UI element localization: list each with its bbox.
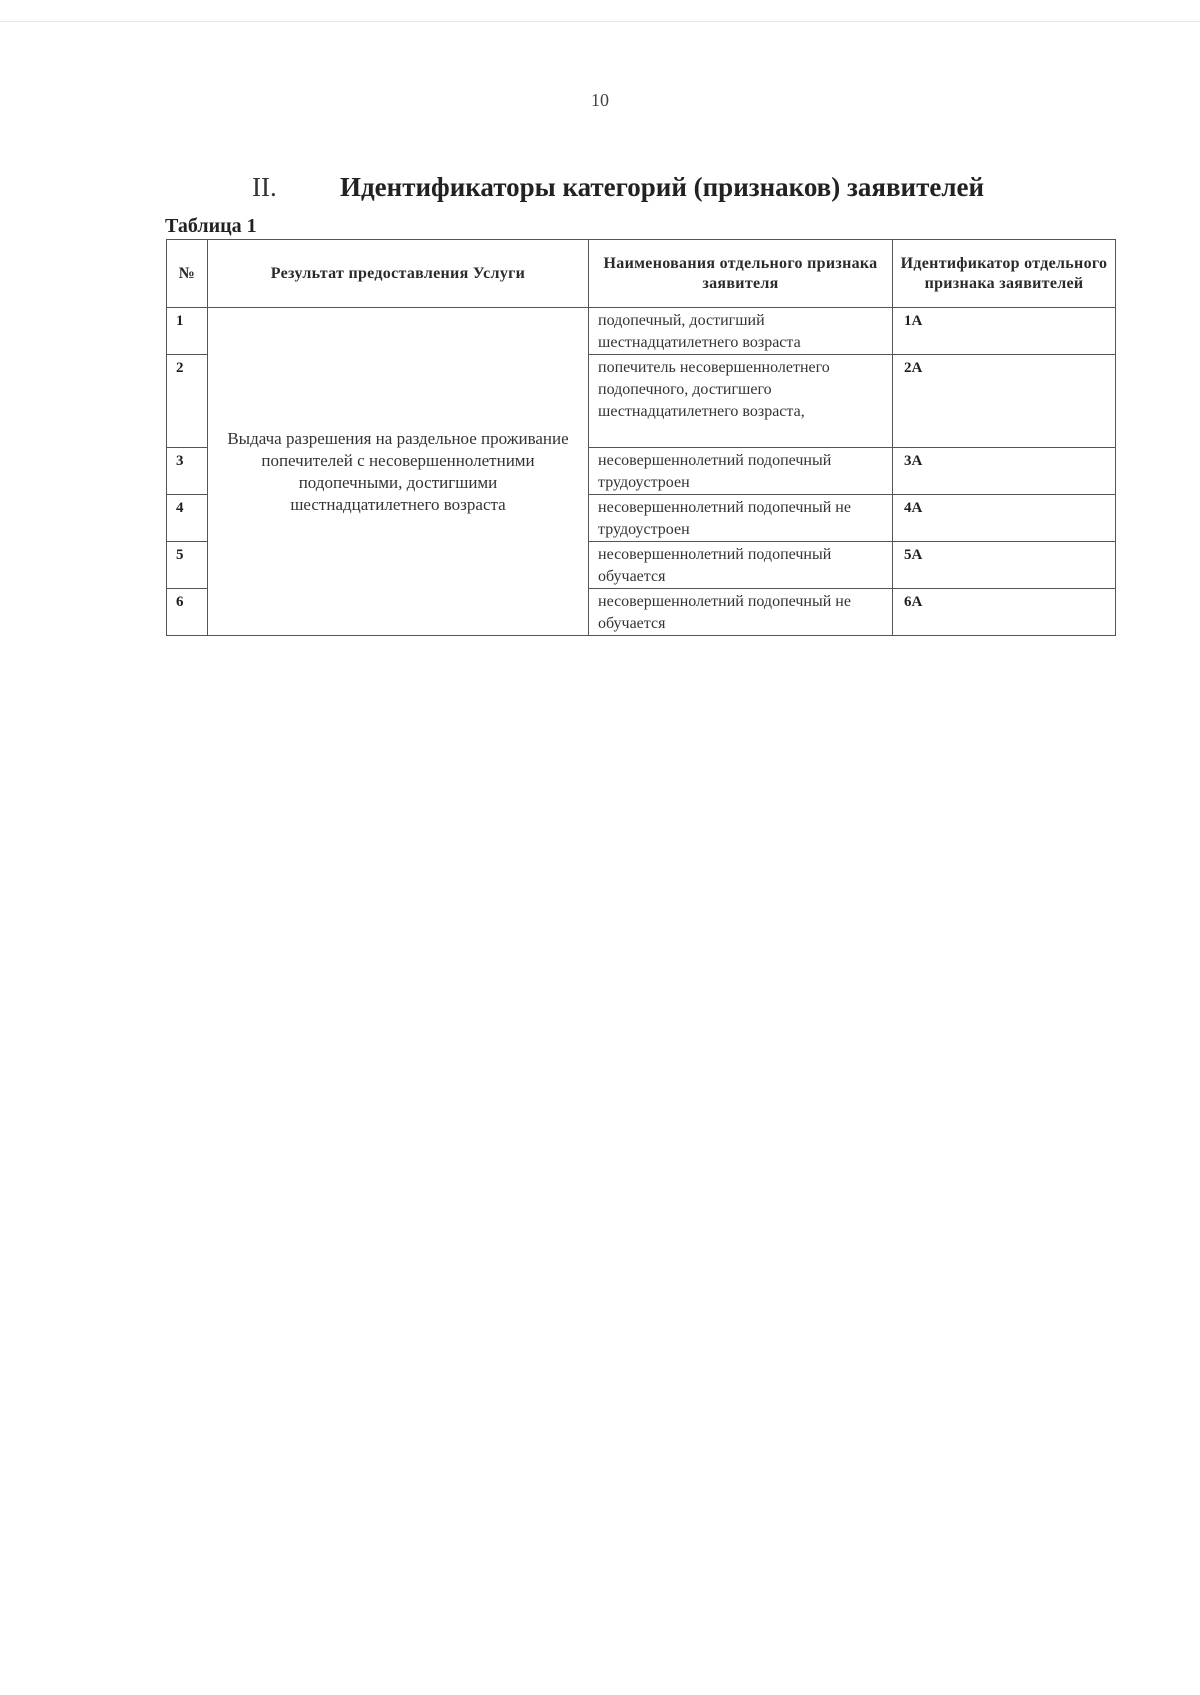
row-number: 5: [167, 542, 208, 589]
identifier-cell: 2А: [893, 355, 1116, 448]
identifier-cell: 6А: [893, 589, 1116, 636]
table-row: [167, 308, 1116, 355]
identifiers-table: [166, 239, 1116, 636]
service-result-cell: Выдача разрешения на раздельное проживание попечителей с несовершеннолетними подопечными, достигшими шестнадцатилетнего возраста: [208, 308, 589, 636]
identifiers-table-container: [166, 239, 1116, 636]
row-number: 3: [167, 448, 208, 495]
table-caption: Таблица 1: [165, 215, 257, 237]
header-num: №: [167, 240, 208, 308]
section-title: Идентификаторы категорий (признаков) заявителей: [340, 172, 985, 202]
identifier-cell: 5А: [893, 542, 1116, 589]
feature-cell: несовершеннолетний подопечный не обучается: [589, 589, 893, 636]
scan-edge-line: [0, 21, 1200, 22]
feature-cell: подопечный, достигший шестнадцатилетнего возраста: [589, 308, 893, 355]
row-number: 2: [167, 355, 208, 448]
header-result: Результат предоставления Услуги: [208, 240, 589, 308]
feature-cell: попечитель несовершеннолетнего подопечного, достигшего шестнадцатилетнего возраста,: [589, 355, 893, 448]
section-numeral: II.: [252, 172, 277, 202]
identifier-cell: 3А: [893, 448, 1116, 495]
feature-cell: несовершеннолетний подопечный не трудоустроен: [589, 495, 893, 542]
feature-cell: несовершеннолетний подопечный обучается: [589, 542, 893, 589]
header-feature: Наименования отдельного признака заявителя: [589, 240, 893, 308]
table-header-row: [167, 240, 1116, 308]
header-identifier: Идентификатор отдельного признака заявителей: [893, 240, 1116, 308]
identifier-cell: 1А: [893, 308, 1116, 355]
page-number: 10: [591, 90, 609, 110]
row-number: 1: [167, 308, 208, 355]
identifier-cell: 4А: [893, 495, 1116, 542]
row-number: 6: [167, 589, 208, 636]
feature-cell: несовершеннолетний подопечный трудоустроен: [589, 448, 893, 495]
row-number: 4: [167, 495, 208, 542]
section-heading: [252, 172, 984, 203]
